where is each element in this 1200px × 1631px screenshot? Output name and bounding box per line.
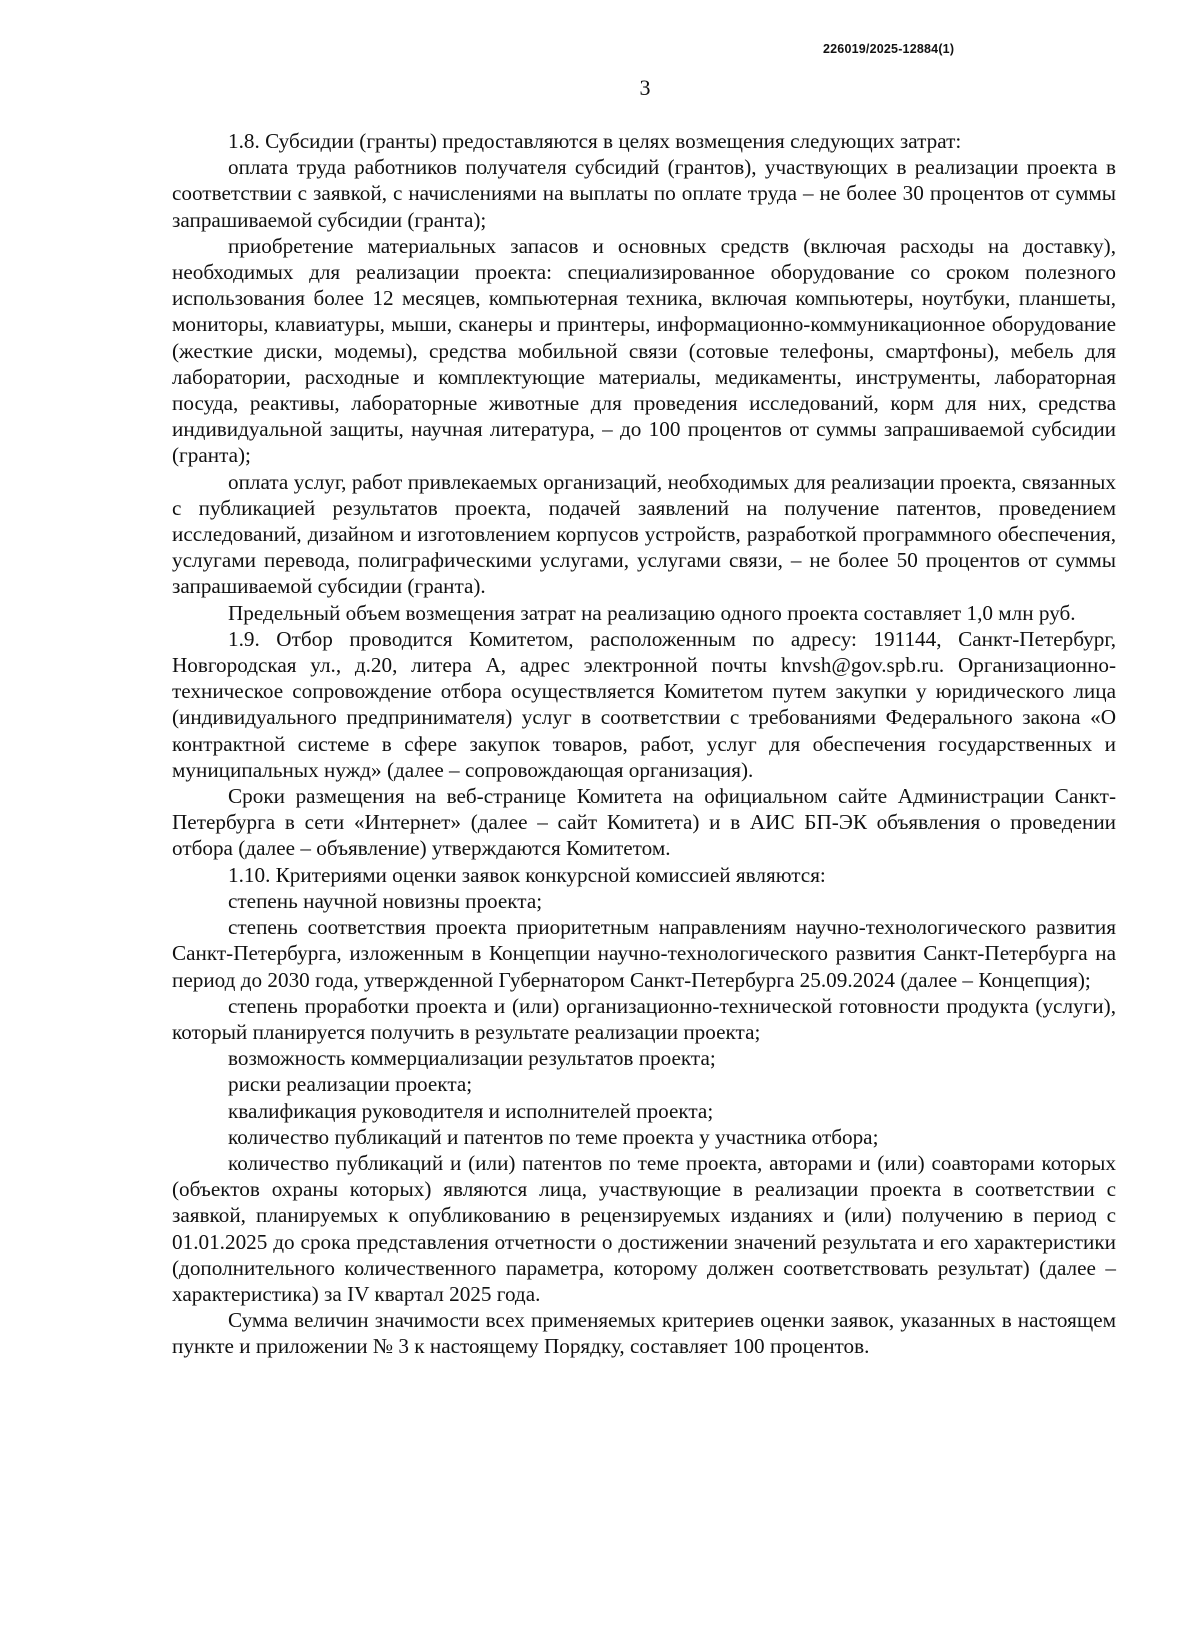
registration-number: 226019/2025-12884(1) bbox=[823, 42, 955, 56]
paragraph-cost-limit: Предельный объем возмещения затрат на реализацию одного проекта составляет 1,0 млн руб. bbox=[228, 600, 1076, 625]
criterion-qualification: квалификация руководителя и исполнителей проекта; bbox=[228, 1098, 714, 1123]
criterion-novelty: степень научной новизны проекта; bbox=[228, 888, 543, 913]
paragraph-criteria-weight-sum: Сумма величин значимости всех применяемых критериев оценки заявок, указанных в настоящем пункте и приложении № 3 к настоящему Порядку, составляет 100 процентов. bbox=[172, 1308, 1116, 1359]
criterion-priority-alignment: степень соответствия проекта приоритетным направлениям научно-технологического развития Санкт-Петербурга, изложенным в Концепции научно-технологического развития Санкт-Петербурга на период до 2030 года, утвержденной Губернатором Санкт-Петербурга 25.09.2024 (далее – Концепция); bbox=[172, 915, 1116, 992]
criterion-readiness: степень проработки проекта и (или) организационно-технической готовности продукта (услуги), который планируется получить в результате реализации проекта; bbox=[172, 993, 1116, 1044]
criterion-existing-publications: количество публикаций и патентов по теме проекта у участника отбора; bbox=[228, 1124, 879, 1149]
criterion-planned-publications: количество публикаций и (или) патентов по теме проекта, авторами и (или) соавторами которых (объектов охраны которых) являются лица, участвующие в реализации проекта в соответствии с заявкой, планируемых к опубликованию в рецензируемых изданиях и (или) получению в период с 01.01.2025 до срока представления отчетности о достижении значений результата и его характеристики (дополнительного количественного параметра, которому должен соответствовать результат) (далее – характеристика) за IV квартал 2025 года. bbox=[172, 1150, 1116, 1306]
paragraph-announcement-terms: Сроки размещения на веб-странице Комитета на официальном сайте Администрации Санкт-Петербурга в сети «Интернет» (далее – сайт Комитета) и в АИС БП-ЭК объявления о проведении отбора (далее – объявление) утверждаются Комитетом. bbox=[172, 784, 1116, 861]
paragraph-materials-costs: приобретение материальных запасов и основных средств (включая расходы на доставку), необходимых для реализации проекта: специализированное оборудование со сроком полезного использования более 12 месяцев, компьютерная техника, включая компьютеры, ноутбуки, планшеты, мониторы, клавиатуры, мыши, сканеры и принтеры, информационно-коммуникационное оборудование (жесткие диски, модемы), средства мобильной связи (сотовые телефоны, смартфоны), мебель для лаборатории, расходные и комплектующие материалы, медикаменты, инструменты, лабораторная посуда, реактивы, лабораторные животные для проведения исследований, корм для них, средства индивидуальной защиты, научная литература, – до 100 процентов от суммы запрашиваемой субсидии (гранта); bbox=[172, 233, 1116, 468]
criterion-commercialization: возможность коммерциализации результатов проекта; bbox=[228, 1046, 716, 1071]
paragraph-services-costs: оплата услуг, работ привлекаемых организаций, необходимых для реализации проекта, связанных с публикацией результатов проекта, подачей заявлений на получение патентов, проведением исследований, дизайном и изготовлением корпусов устройств, разработкой программного обеспечения, услугами перевода, полиграфическими услугами, услугами связи, – не более 50 процентов от суммы запрашиваемой субсидии (гранта). bbox=[172, 469, 1116, 599]
paragraph-labor-costs: оплата труда работников получателя субсидий (грантов), участвующих в реализации проекта в соответствии с заявкой, с начислениями на выплаты по оплате труда – не более 30 процентов от суммы запрашиваемой субсидии (гранта); bbox=[172, 155, 1116, 232]
document-body bbox=[172, 128, 1116, 1360]
paragraph-1-9-selection: 1.9. Отбор проводится Комитетом, расположенным по адресу: 191144, Санкт-Петербург, Новгородская ул., д.20, литера А, адрес электронной почты knvsh@gov.spb.ru. Организационно-техническое сопровождение отбора осуществляется Комитетом путем закупки у юридического лица (индивидуального предпринимателя) услуг в соответствии с требованиями Федерального закона «О контрактной системе в сфере закупок товаров, работ, услуг для обеспечения государственных и муниципальных нужд» (далее – сопровождающая организация). bbox=[172, 626, 1116, 782]
paragraph-1-8-intro: 1.8. Субсидии (гранты) предоставляются в целях возмещения следующих затрат: bbox=[228, 129, 962, 153]
criterion-risks: риски реализации проекта; bbox=[228, 1072, 473, 1097]
page-number: 3 bbox=[639, 75, 651, 100]
paragraph-1-10-criteria: 1.10. Критериями оценки заявок конкурсной комиссией являются: bbox=[228, 862, 826, 887]
